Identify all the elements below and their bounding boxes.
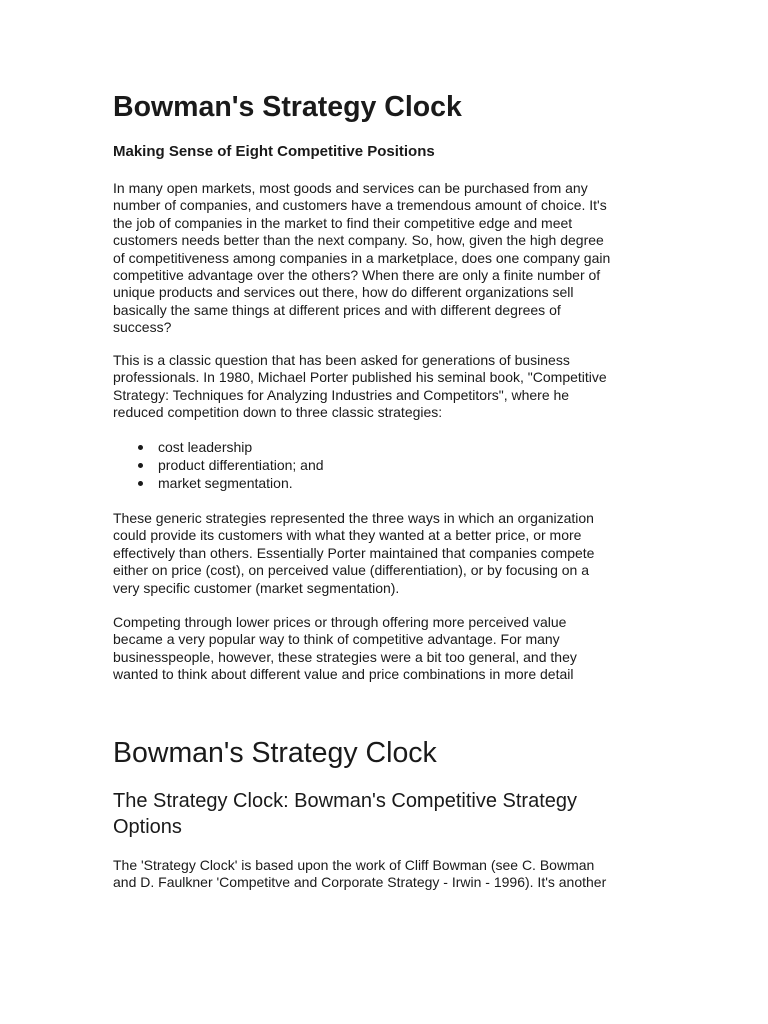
text-line: businesspeople, however, these strategies were a bit too general, and they — [113, 648, 577, 665]
page-title: Bowman's Strategy Clock — [113, 91, 462, 123]
paragraph-generic-strategies — [113, 510, 643, 597]
text-line: became a very popular way to think of competitive advantage. For many — [113, 631, 560, 648]
text-line: The Strategy Clock: Bowman's Competitive Strategy — [113, 790, 578, 812]
text-line: either on price (cost), on perceived value (differentiation), or by focusing on a — [113, 562, 589, 579]
text-line: the job of companies in the market to find their competitive edge and meet — [113, 214, 573, 231]
text-line: competitive advantage over the others? When there are only a finite number of — [113, 267, 601, 284]
paragraph-porter — [113, 352, 643, 422]
text-line: These generic strategies represented the three ways in which an organization — [113, 510, 594, 526]
section-subtitle — [113, 788, 653, 840]
text-line: wanted to think about different value and price combinations in more detail — [113, 666, 574, 683]
text-line: customers needs better than the next company. So, how, given the high degree — [113, 232, 604, 249]
bullet-icon — [138, 463, 143, 468]
strategies-list — [113, 438, 643, 492]
text-line: and D. Faulkner 'Competitve and Corporate Strategy - Irwin - 1996). It's another — [113, 874, 607, 891]
page-subtitle: Making Sense of Eight Competitive Positions — [113, 143, 435, 160]
list-item-label: product differentiation; and — [158, 457, 324, 473]
section-title: Bowman's Strategy Clock — [113, 737, 437, 769]
text-line: reduced competition down to three classic strategies: — [113, 404, 443, 421]
bullet-icon — [138, 445, 143, 450]
text-line: The 'Strategy Clock' is based upon the work of Cliff Bowman (see C. Bowman — [113, 857, 595, 873]
text-line: very specific customer (market segmentation). — [113, 579, 400, 596]
bullet-icon — [138, 481, 143, 486]
text-line: could provide its customers with what they wanted at a better price, or more — [113, 527, 582, 544]
text-line: number of companies, and customers have a tremendous amount of choice. It's — [113, 197, 607, 214]
list-item — [113, 456, 643, 474]
list-item — [113, 474, 643, 492]
paragraph-strategy-clock — [113, 857, 643, 892]
text-line: of competitiveness among companies in a marketplace, does one company gain — [113, 249, 611, 266]
text-line: In many open markets, most goods and services can be purchased from any — [113, 180, 588, 196]
paragraph-intro — [113, 180, 643, 337]
text-line: unique products and services out there, how do different organizations sell — [113, 284, 574, 301]
text-line: basically the same things at different prices and with different degrees of — [113, 301, 561, 318]
text-line: This is a classic question that has been asked for generations of business — [113, 352, 570, 368]
text-line: Strategy: Techniques for Analyzing Industries and Competitors", where he — [113, 386, 570, 403]
list-item-label: market segmentation. — [158, 475, 293, 491]
text-line: Competing through lower prices or through offering more perceived value — [113, 614, 567, 630]
list-item-label: cost leadership — [158, 439, 253, 455]
text-line: Options — [113, 816, 182, 838]
text-line: success? — [113, 319, 172, 336]
paragraph-competing — [113, 614, 643, 684]
text-line: professionals. In 1980, Michael Porter published his seminal book, "Competitive — [113, 369, 607, 386]
list-item — [113, 438, 643, 456]
text-line: effectively than others. Essentially Porter maintained that companies compete — [113, 544, 595, 561]
